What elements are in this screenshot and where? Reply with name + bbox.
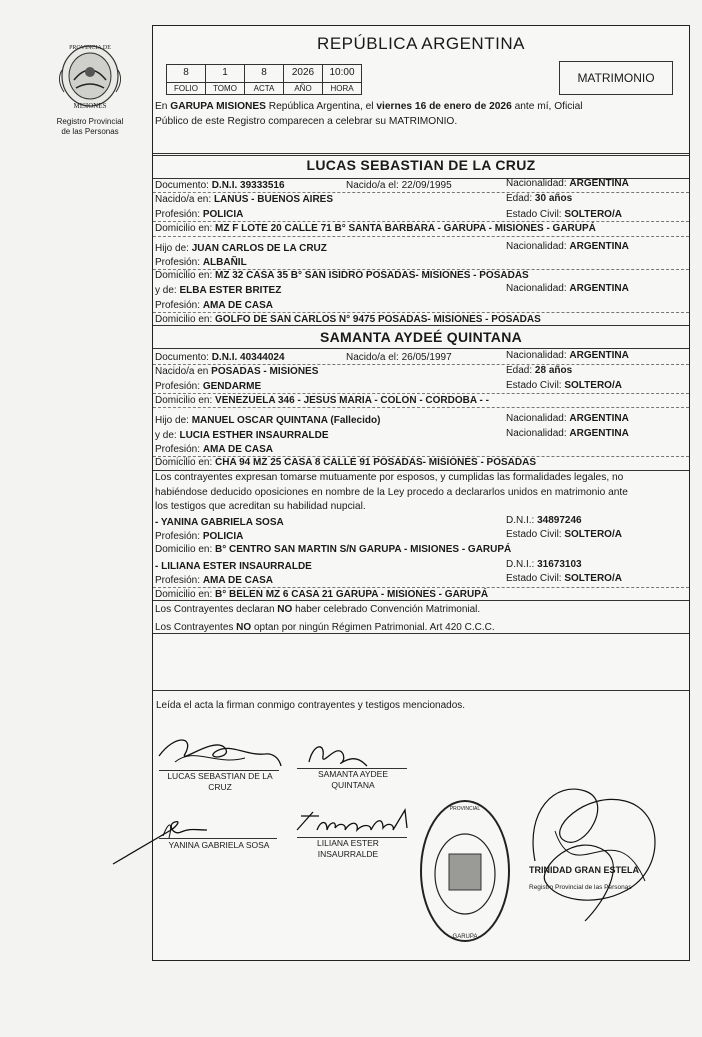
tomo-cell: 1 TOMO bbox=[205, 64, 245, 95]
regime-note: Los Contrayentes NO optan por ningún Régimen Patrimonial. Art 420 C.C.C. bbox=[155, 622, 495, 633]
official-stamp-name: TRINIDAD GRAN ESTELA bbox=[529, 865, 639, 875]
signature-label-witness1: YANINA GABRIELA SOSA bbox=[168, 840, 270, 850]
folio-cell: 8 FOLIO bbox=[166, 64, 206, 95]
svg-text:PROVINCIAL: PROVINCIAL bbox=[449, 806, 481, 812]
convention-note: Los Contrayentes declaran NO haber celebrado Convención Matrimonial. bbox=[155, 604, 481, 615]
signature-label-spouse2: SAMANTA AYDEE QUINTANA bbox=[317, 769, 389, 790]
spouse1-name: LUCAS SEBASTIAN DE LA CRUZ bbox=[306, 157, 536, 173]
svg-text:GARUPA: GARUPA bbox=[452, 934, 478, 940]
spouse2-name: SAMANTA AYDEÉ QUINTANA bbox=[319, 329, 523, 345]
signature-label-witness2: LILIANA ESTER INSAURRALDE bbox=[317, 838, 379, 859]
page-title: REPÚBLICA ARGENTINA bbox=[317, 34, 525, 53]
year-cell: 2026 AÑO bbox=[283, 64, 323, 95]
official-stamp-office: Registro Provincial de las Personas bbox=[529, 884, 632, 891]
registry-caption: Registro Provincial de las Personas bbox=[56, 117, 124, 136]
signature-label-spouse1: LUCAS SEBASTIAN DE LA CRUZ bbox=[167, 771, 273, 792]
svg-text:PROVINCIA DE: PROVINCIA DE bbox=[69, 45, 111, 51]
signature-spouse1 bbox=[155, 726, 285, 772]
declaration-paragraph: Los contrayentes expresan tomarse mutuamente por esposos, y cumplidas las formalidades legales, no habiéndose deducido oposiciones en nombre de la Ley procedo a declararlos unidos en matrimonio ante los testigos que acreditan su habilidad nupcial. bbox=[155, 472, 628, 512]
record-header-cells bbox=[166, 64, 362, 95]
act-type-box: MATRIMONIO bbox=[559, 61, 673, 95]
province-logo bbox=[52, 40, 128, 112]
svg-text:MISIONES: MISIONES bbox=[73, 102, 107, 110]
signature-witness2 bbox=[293, 804, 413, 840]
hour-cell: 10:00 HORA bbox=[322, 64, 362, 95]
signature-spouse2 bbox=[303, 738, 373, 770]
signature-witness1 bbox=[111, 800, 211, 866]
closing-statement: Leída el acta la firman conmigo contrayentes y testigos mencionados. bbox=[156, 700, 466, 711]
registry-seal bbox=[415, 796, 515, 946]
intro-paragraph: En GARUPA MISIONES República Argentina, el viernes 16 de enero de 2026 ante mí, Oficial Público de este Registro comparecen a celebrar su MATRIMONIO. bbox=[155, 101, 583, 127]
marriage-certificate-form: REPÚBLICA ARGENTINA 8 FOLIO 1 TOMO 8 ACTA 2026 AÑO 10:00 HORA MATRIMONIO En GARUPA MISIONES República Argentina, el viernes 16 de enero de 2026 ante mí, Oficial Público de este Registro comparecen a celebrar su MATRIMONIO. LUCAS SEBASTIAN DE LA CRUZ Documento: D.N.I. 39333516 Nacido/a el: 22/09/1995 Nacionalidad: ARGENTINA Nacido/a en: LANUS - BUENOS AIRES Edad: 30 años Profesión: POLICIA Estado Civil: SOLTERO/A Domicilio en: MZ F LOTE 20 CALLE 71 B° SANTA BARBARA - GARUPA - MISIONES - GARUPÁ Hijo de: JUAN CARLOS DE LA CRUZ Nacionalidad: ARGENTINA Profesión: ALBAÑIL Domicilio en: MZ 32 CASA 35 B° SAN ISIDRO POSADAS- MISIONES - POSADAS y de: ELBA ESTER BRITEZ Nacionalidad: ARGENTINA Profesión: AMA DE CASA Domicilio en: GOLFO DE SAN CARLOS N° 9475 POSADAS- MISIONES - POSADAS SAMANTA AYDEÉ QUINTANA Documento: D.N.I. 40344024 Nacido/a el: 26/05/1997 Nacionalidad: ARGENTINA Nacido/a en POSADAS - MISIONES Edad: 28 años Profesión: GENDARME Estado Civil: SOLTERO/A Domicilio en: VENEZUELA 346 - JESUS MARIA - COLON - CORDOBA - - Hijo de: MANUEL OSCAR QUINTANA (Fallecido) Nacionalidad: ARGENTINA y de: LUCIA ESTHER INSAURRALDE Nacionalidad: ARGENTINA Profesión: AMA DE CASA Domicilio en: CHA 94 MZ 25 CASA 8 CALLE 91 POSADAS- MISIONES - POSADAS Los contrayentes expresan tomarse mutuamente por esposos, y cumplidas las formalidades legales, no habiéndose deducido oposiciones en nombre de la Ley procedo a declararlos unidos en matrimonio ante los testigos que acreditan su habilidad nupcial. - YANINA GABRIELA SOSA D.N.I.: 34897246 Profesión: POLICIA Estado Civil: SOLTERO/A Domicilio en: B° CENTRO SAN MARTIN S/N GARUPA - MISIONES - GARUPÁ - LILIANA ESTER INSAURRALDE D.N.I.: 31673103 Profesión: AMA DE CASA Estado Civil: SOLTERO/A Domicilio en: B° BELEN MZ 6 CASA 21 GARUPA - MISIONES - GARUPÁ Los Contrayentes declaran NO haber celebrado Convención Matrimonial. Los Contrayentes NO optan por ningún Régimen Patrimonial. Art 420 C.C.C. Leída el acta la firman conmigo contrayentes y testigos mencionados. LUCAS SEBASTIAN DE LA CRUZ SAMANTA AYDEE QUINTANA YANINA GABRIELA SOSA LILIANA ESTER INSAURRALDE GARUPA PROVINCIAL TRINIDAD GRAN ESTELA Registro Provincial de las Personas bbox=[152, 25, 690, 961]
acta-cell: 8 ACTA bbox=[244, 64, 284, 95]
official-signature bbox=[515, 771, 671, 931]
